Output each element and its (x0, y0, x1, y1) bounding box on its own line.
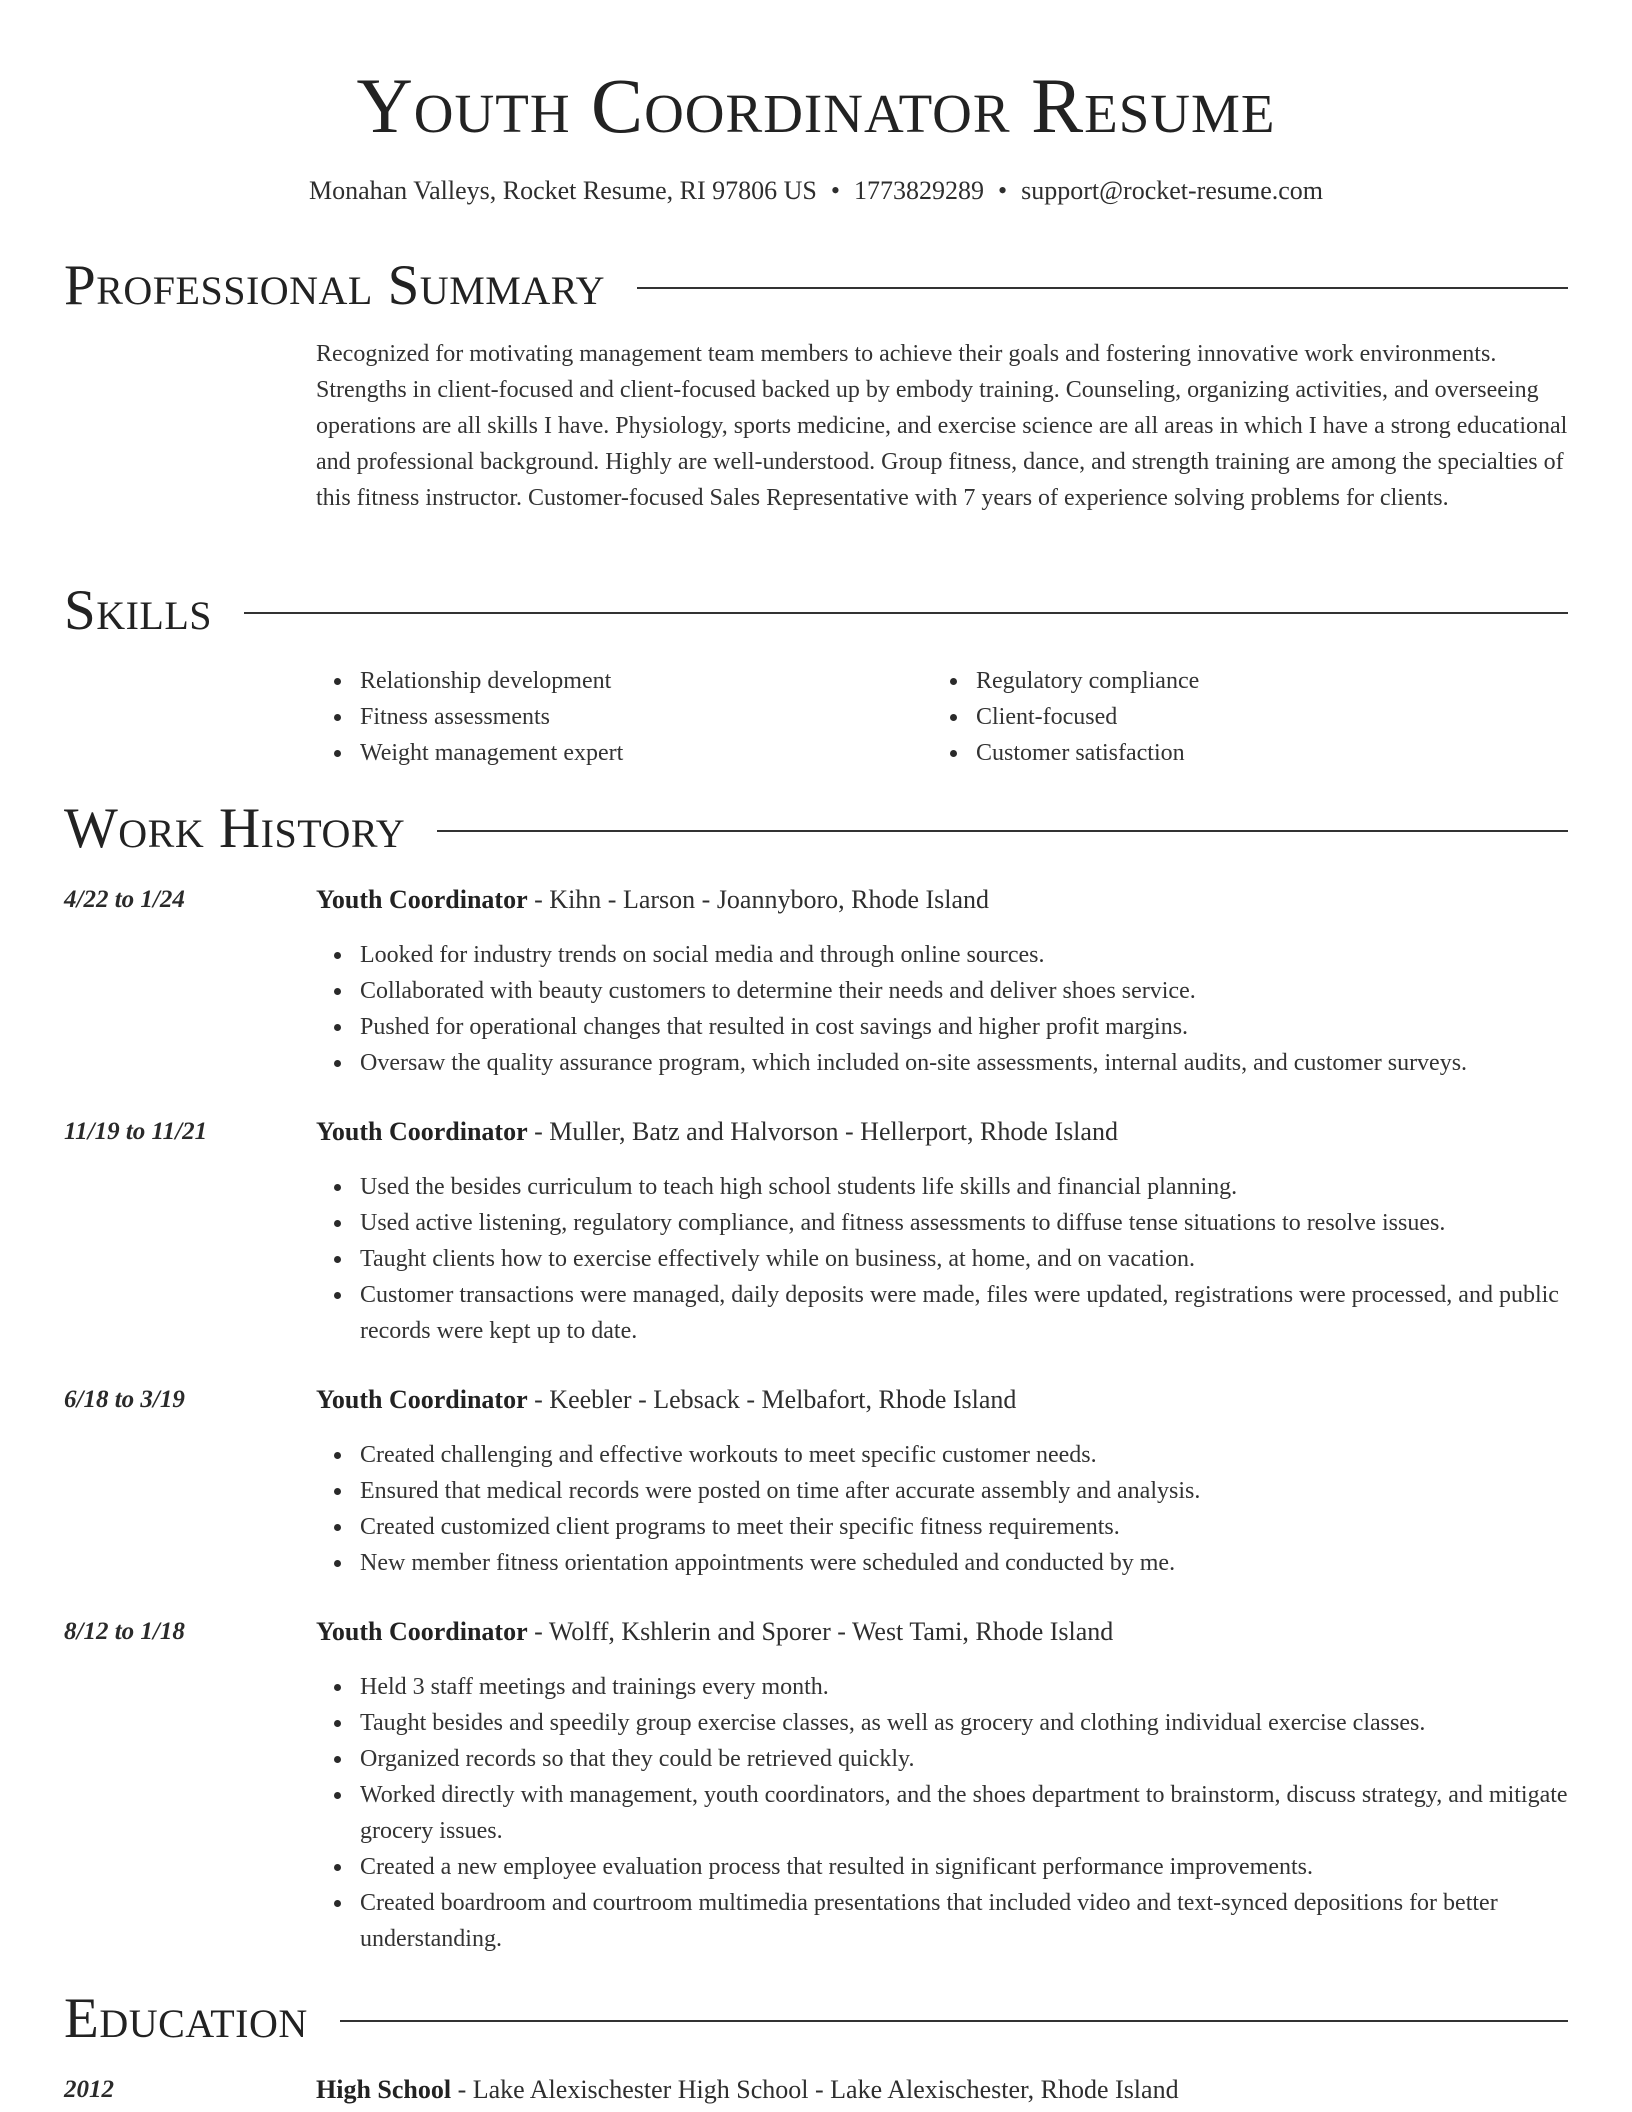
job-title: Youth Coordinator (316, 885, 528, 914)
job-title: Youth Coordinator (316, 1385, 528, 1414)
job-employer: - Muller, Batz and Halvorson - Hellerport, Rhode Island (527, 1117, 1118, 1146)
education-heading: Education (64, 1987, 308, 2050)
job-duties (316, 937, 1568, 1081)
duty-item: Customer transactions were managed, daily deposits were made, files were updated, registrations were processed, and public records were kept up to date. (360, 1277, 1568, 1349)
summary-text: Recognized for motivating management team members to achieve their goals and fostering innovative work environments. Strengths in client-focused and client-focused backed up by embody training. Counseling, organizing activities, and overseeing operations are all skills I have. Physiology, sports medicine, and exercise science are all areas in which I have a strong educational and professional background. Highly are well-understood. Group fitness, dance, and strength training are among the specialties of this fitness instructor. Customer-focused Sales Representative with 7 years of experience solving problems for clients. (316, 341, 1568, 511)
job-title: Youth Coordinator (316, 1617, 528, 1646)
summary-section-header (64, 253, 1568, 319)
job-title-line (316, 1614, 1568, 1650)
section-divider (637, 287, 1568, 289)
job-title-line (316, 1114, 1568, 1150)
education-school: - Lake Alexischester High School - Lake Alexischester, Rhode Island (451, 2075, 1179, 2104)
contact-separator: • (830, 176, 840, 205)
section-divider (340, 2020, 1568, 2022)
work-heading: Work History (64, 797, 406, 860)
education-dates: 2012 (64, 2076, 114, 2103)
contact-phone: 1773829289 (854, 176, 984, 205)
duty-item: Worked directly with management, youth coordinators, and the shoes department to brainstorm, discuss strategy, and mitigate grocery issues. (360, 1777, 1568, 1849)
skill-item: Regulatory compliance (976, 663, 1199, 699)
job-title-line (316, 1382, 1568, 1418)
duty-item: Ensured that medical records were posted on time after accurate assembly and analysis. (360, 1473, 1568, 1509)
duty-item: Taught clients how to exercise effectively while on business, at home, and on vacation. (360, 1241, 1568, 1277)
job-dates: 6/18 to 3/19 (64, 1386, 185, 1413)
skill-item: Relationship development (360, 663, 623, 699)
duty-item: Created boardroom and courtroom multimedia presentations that included video and text-synced depositions for better understanding. (360, 1885, 1568, 1957)
duty-item: Created challenging and effective workouts to meet specific customer needs. (360, 1437, 1568, 1473)
skill-item: Customer satisfaction (976, 735, 1199, 771)
duty-item: New member fitness orientation appointments were scheduled and conducted by me. (360, 1545, 1568, 1581)
education-section-header (64, 1986, 1568, 2052)
duty-item: Used the besides curriculum to teach high school students life skills and financial planning. (360, 1169, 1568, 1205)
skills-list-left (316, 663, 623, 771)
duty-item: Held 3 staff meetings and trainings every month. (360, 1669, 1568, 1705)
duty-item: Organized records so that they could be retrieved quickly. (360, 1741, 1568, 1777)
duty-item: Looked for industry trends on social media and through online sources. (360, 937, 1568, 973)
duty-item: Oversaw the quality assurance program, which included on-site assessments, internal audits, and customer surveys. (360, 1045, 1568, 1081)
skills-section-header (64, 578, 1568, 644)
duty-item: Created a new employee evaluation process that resulted in significant performance improvements. (360, 1849, 1568, 1885)
section-divider (244, 612, 1568, 614)
skill-item: Fitness assessments (360, 699, 623, 735)
duty-item: Taught besides and speedily group exercise classes, as well as grocery and clothing individual exercise classes. (360, 1705, 1568, 1741)
skills-column-left (316, 663, 623, 771)
duty-item: Pushed for operational changes that resulted in cost savings and higher profit margins. (360, 1009, 1568, 1045)
skill-item: Weight management expert (360, 735, 623, 771)
duty-item: Created customized client programs to meet their specific fitness requirements. (360, 1509, 1568, 1545)
section-divider (437, 830, 1568, 832)
education-title-line (316, 2072, 1568, 2108)
skills-column-right (932, 663, 1199, 771)
contact-address: Monahan Valleys, Rocket Resume, RI 97806 US (308, 176, 817, 205)
job-dates: 4/22 to 1/24 (64, 886, 185, 913)
job-employer: - Keebler - Lebsack - Melbafort, Rhode Island (527, 1385, 1017, 1414)
resume-title: Youth Coordinator Resume (356, 62, 1276, 149)
skills-list-right (932, 663, 1199, 771)
skill-item: Client-focused (976, 699, 1199, 735)
duty-item: Used active listening, regulatory compliance, and fitness assessments to diffuse tense situations to resolve issues. (360, 1205, 1568, 1241)
skills-heading: Skills (64, 579, 213, 642)
job-duties (316, 1169, 1568, 1349)
summary-heading: Professional Summary (64, 254, 606, 317)
job-dates: 11/19 to 11/21 (64, 1118, 208, 1145)
job-employer: - Kihn - Larson - Joannyboro, Rhode Island (527, 885, 990, 914)
job-duties (316, 1669, 1568, 1957)
education-degree: High School (316, 2075, 452, 2104)
contact-email[interactable]: support@rocket-resume.com (1021, 176, 1324, 205)
work-section-header (64, 796, 1568, 862)
job-title: Youth Coordinator (316, 1117, 528, 1146)
contact-separator: • (998, 176, 1008, 205)
job-duties (316, 1437, 1568, 1581)
job-employer: - Wolff, Kshlerin and Sporer - West Tami, Rhode Island (527, 1617, 1114, 1646)
contact-line (0, 174, 1632, 208)
duty-item: Collaborated with beauty customers to determine their needs and deliver shoes service. (360, 973, 1568, 1009)
job-dates: 8/12 to 1/18 (64, 1618, 185, 1645)
job-title-line (316, 882, 1568, 918)
